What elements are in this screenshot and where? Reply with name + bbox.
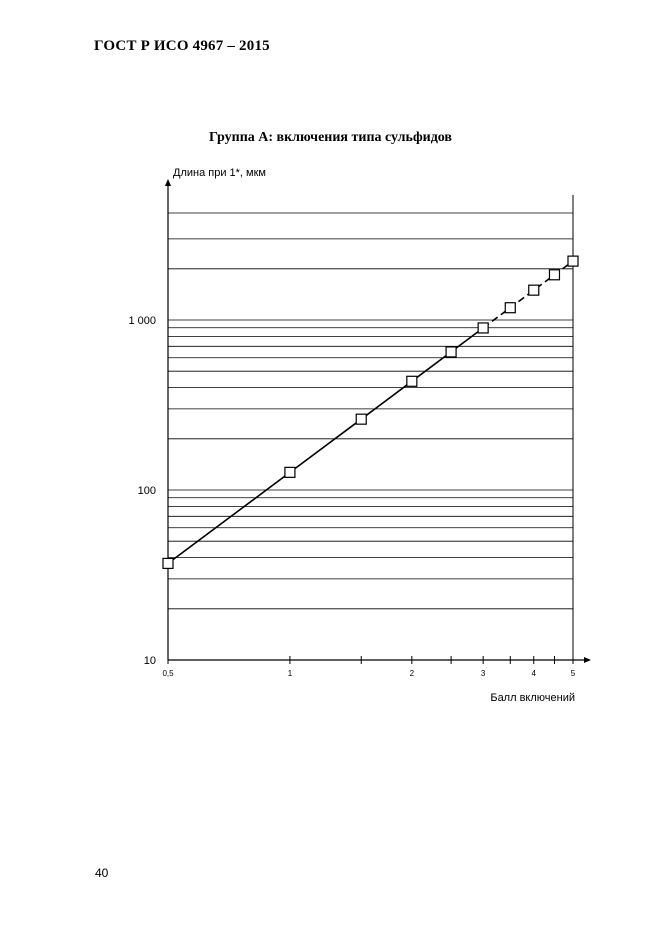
x-tick-label-1: 1 <box>287 669 293 678</box>
x-axis-label: Балл включений <box>490 692 575 704</box>
page-number: 40 <box>95 866 109 880</box>
x-axis-arrow <box>584 657 591 663</box>
marker-0-1 <box>285 467 295 477</box>
x-tick-label-7: 4 <box>531 669 536 678</box>
x-tick-label-3: 2 <box>409 669 415 678</box>
tick-labels <box>128 315 575 678</box>
chart-title: Группа А: включения типа сульфидов <box>209 130 452 145</box>
y-axis-arrow <box>165 179 171 186</box>
y-tick-label-0: 10 <box>143 655 156 667</box>
marker-0-3 <box>407 376 417 386</box>
gridlines <box>168 213 573 609</box>
marker-0-5 <box>478 323 488 333</box>
y-tick-label-1: 100 <box>137 485 156 497</box>
x-tick-label-5: 3 <box>480 669 486 678</box>
marker-1-2 <box>529 285 539 295</box>
marker-1-3 <box>549 270 559 280</box>
marker-0-2 <box>356 414 366 424</box>
y-axis-label: Длина при 1*, мкм <box>173 167 266 179</box>
y-tick-label-2: 1 000 <box>128 315 156 327</box>
document-header: ГОСТ Р ИСО 4967 – 2015 <box>94 38 270 54</box>
marker-1-4 <box>568 256 578 266</box>
axes <box>165 179 591 663</box>
x-tick-label-9: 5 <box>570 669 576 678</box>
x-tick-label-0: 0,5 <box>162 669 174 678</box>
marker-1-1 <box>505 303 515 313</box>
marker-0-0 <box>163 558 173 568</box>
marker-0-4 <box>446 347 456 357</box>
